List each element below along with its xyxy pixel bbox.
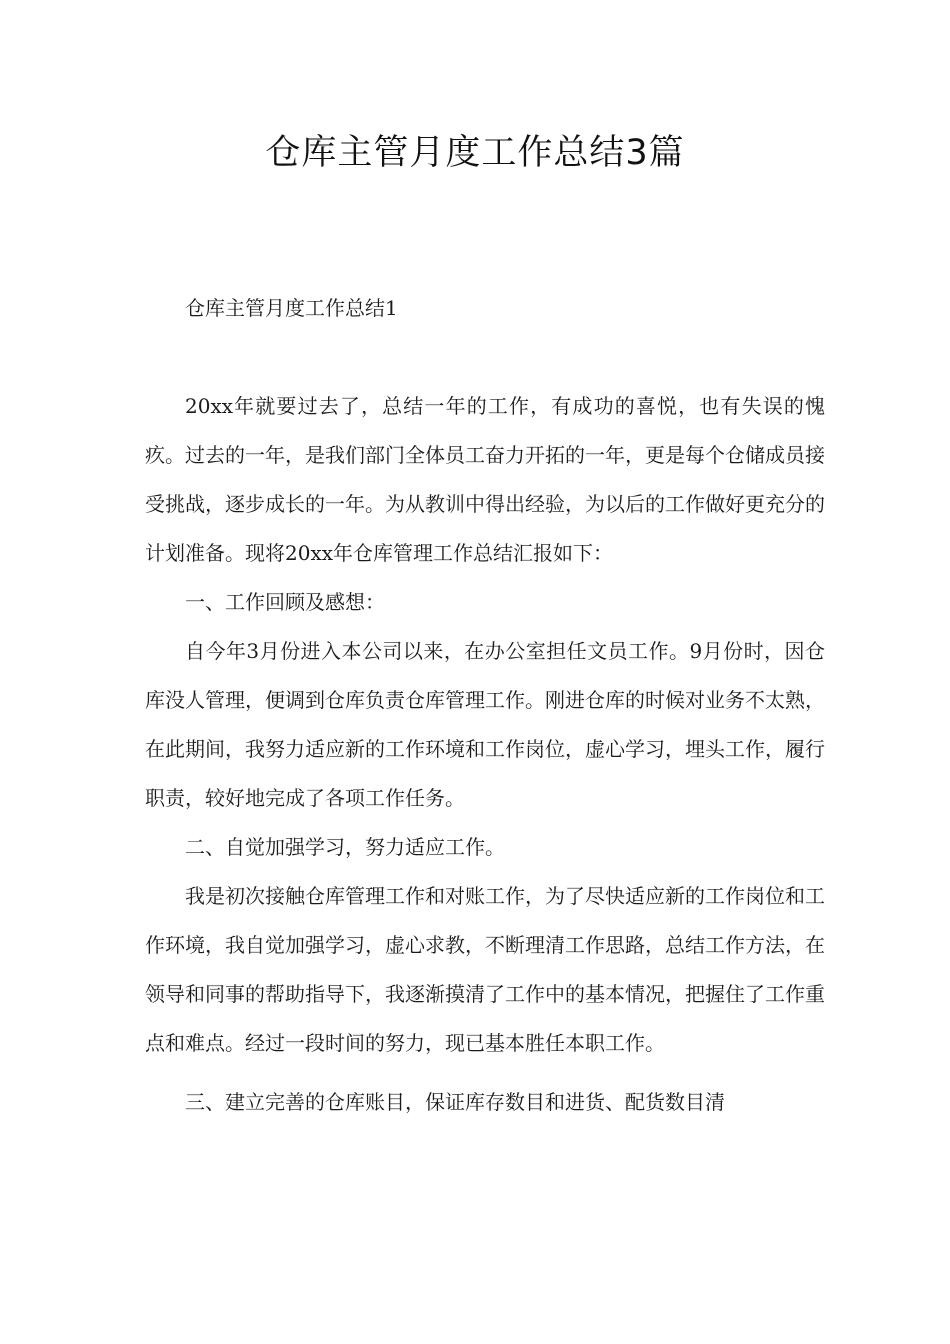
heading-accounts: 三、建立完善的仓库账目，保证库存数目和进货、配货数目清	[185, 1090, 725, 1114]
heading-learning: 二、自觉加强学习，努力适应工作。	[185, 835, 505, 859]
document-body	[145, 284, 825, 1127]
heading-work-review: 一、工作回顾及感想：	[185, 590, 385, 614]
paragraph-learning: 我是初次接触仓库管理工作和对账工作，为了尽快适应新的工作岗位和工作环境，我自觉加强学习，虚心求教，不断理清工作思路，总结工作方法，在领导和同事的帮助指导下，我逐渐摸清了工作中的基本情况，把握住了工作重点和难点。经过一段时间的努力，现已基本胜任本职工作。	[145, 884, 825, 1055]
section-title: 仓库主管月度工作总结1	[185, 296, 398, 320]
paragraph-work-review: 自今年3月份进入本公司以来，在办公室担任文员工作。9月份时，因仓库没人管理，便调到仓库负责仓库管理工作。刚进仓库的时候对业务不太熟，在此期间，我努力适应新的工作环境和工作岗位，虚心学习，埋头工作，履行职责，较好地完成了各项工作任务。	[145, 639, 825, 810]
document-title: 仓库主管月度工作总结3篇	[265, 133, 685, 173]
paragraph-intro: 20xx年就要过去了，总结一年的工作，有成功的喜悦，也有失误的愧疚。过去的一年，是我们部门全体员工奋力开拓的一年，更是每个仓储成员接受挑战，逐步成长的一年。为从教训中得出经验，为以后的工作做好更充分的计划准备。现将20xx年仓库管理工作总结汇报如下：	[145, 394, 825, 565]
